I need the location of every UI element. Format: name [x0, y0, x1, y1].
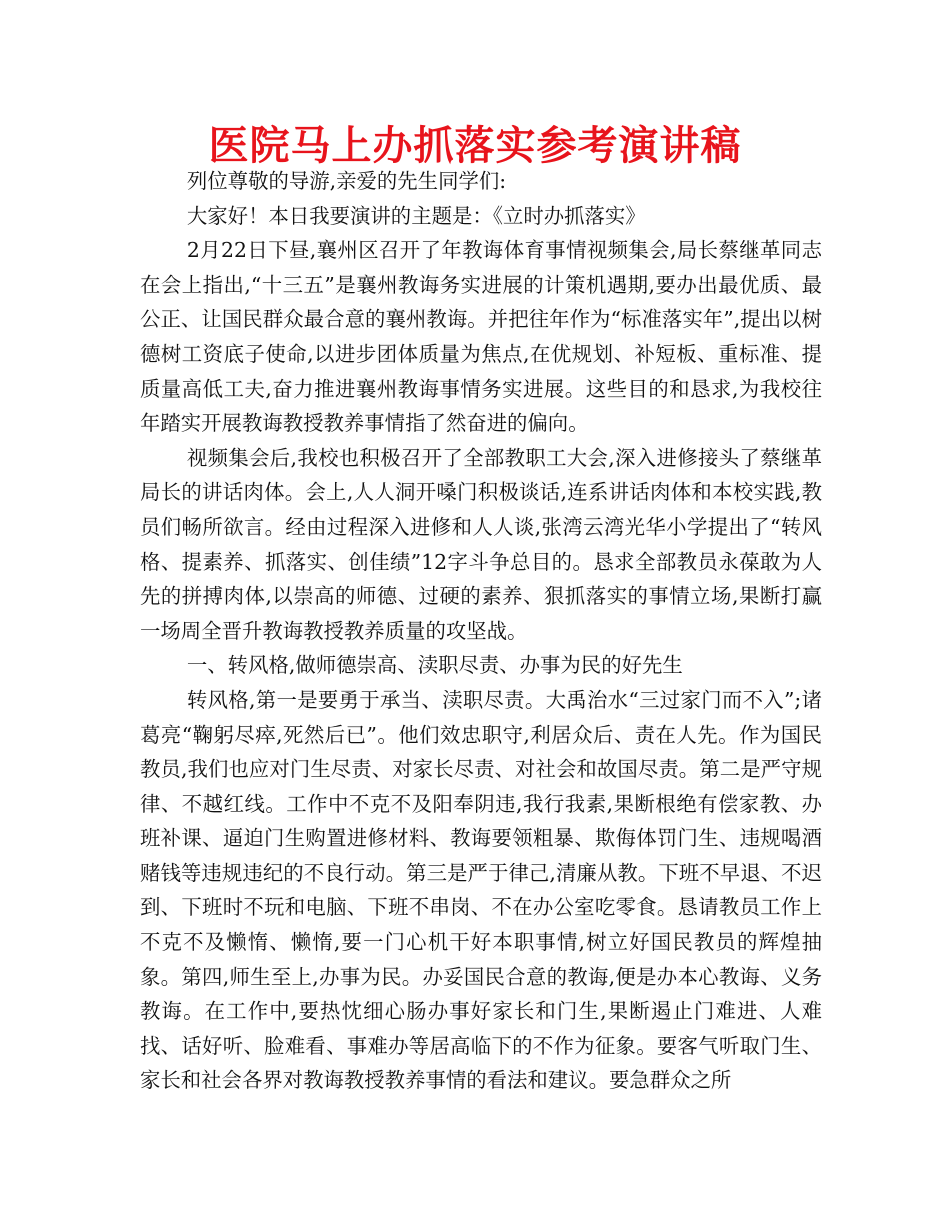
document-title: 医院马上办抓落实参考演讲稿 [208, 122, 742, 169]
paragraph-school-meeting: 视频集会后,我校也积极召开了全部教职工大会,深入进修接头了蔡继革局长的讲话肉体。会上,人人洞开嗓门积极谈话,连系讲话肉体和本校实践,教员们畅所欲言。经由过程深入进修和人人谈,张湾云湾光华小学提出了“转风格、提素养、抓落实、创佳绩”12字斗争总目的。恳求全部教员永葆敢为人先的拼搏肉体,以崇高的师德、过硬的素养、狠抓落实的事情立场,果断打赢一场周全晋升教诲教授教养质量的攻坚战。 [140, 445, 822, 643]
paragraph-conduct: 转风格,第一是要勇于承当、渎职尽责。大禹治水“三过家门而不入”;诸葛亮“鞠躬尽瘁,死然后已”。他们效忠职守,利居众后、责在人先。作为国民教员,我们也应对门生尽责、对家长尽责、对社会和故国尽责。第二是严守规律、不越红线。工作中不克不及阳奉阴违,我行我素,果断根绝有偿家教、办班补课、逼迫门生购置进修材料、教诲要领粗暴、欺侮体罚门生、违规喝酒赌钱等违规违纪的不良行动。第三是严于律己,清廉从教。下班不早退、不迟到、下班时不玩和电脑、下班不串岗、不在办公室吃零食。恳请教员工作上不克不及懒惰、懒惰,要一门心机干好本职事情,树立好国民教员的辉煌抽象。第四,师生至上,办事为民。办妥国民合意的教诲,便是办本心教诲、义务教诲。在工作中,要热忱细心肠办事好家长和门生,果断遏止门难进、人难找、话好听、脸难看、事难办等居高临下的不作为征象。要客气听取门生、家长和社会各界对教诲教授教养事情的看法和建议。要急群众之所 [140, 687, 822, 1093]
paragraph-salutation: 列位尊敬的导游,亲爱的先生同学们: [186, 169, 507, 193]
section-heading-1: 一、转风格,做师德崇高、渎职尽责、办事为民的好先生 [186, 653, 683, 678]
paragraph-meeting: 2月22日下昼,襄州区召开了年教诲体育事情视频集会,局长蔡继革同志在会上指出,“十三五”是襄州教诲务实进展的计策机遇期,要办出最优质、最公正、让国民群众最合意的襄州教诲。并把往年作为“标准落实年”,提出以树德树工资底子使命,以进步团体质量为焦点,在优规划、补短板、重标准、提质量高低工夫,奋力推进襄州教诲事情务实进展。这些目的和恳求,为我校往年踏实开展教诲教授教养事情指了然奋进的偏向。 [140, 238, 822, 436]
paragraph-greeting: 大家好！本日我要演讲的主题是：《立时办抓落实》 [186, 203, 646, 228]
document-body [140, 164, 822, 1098]
